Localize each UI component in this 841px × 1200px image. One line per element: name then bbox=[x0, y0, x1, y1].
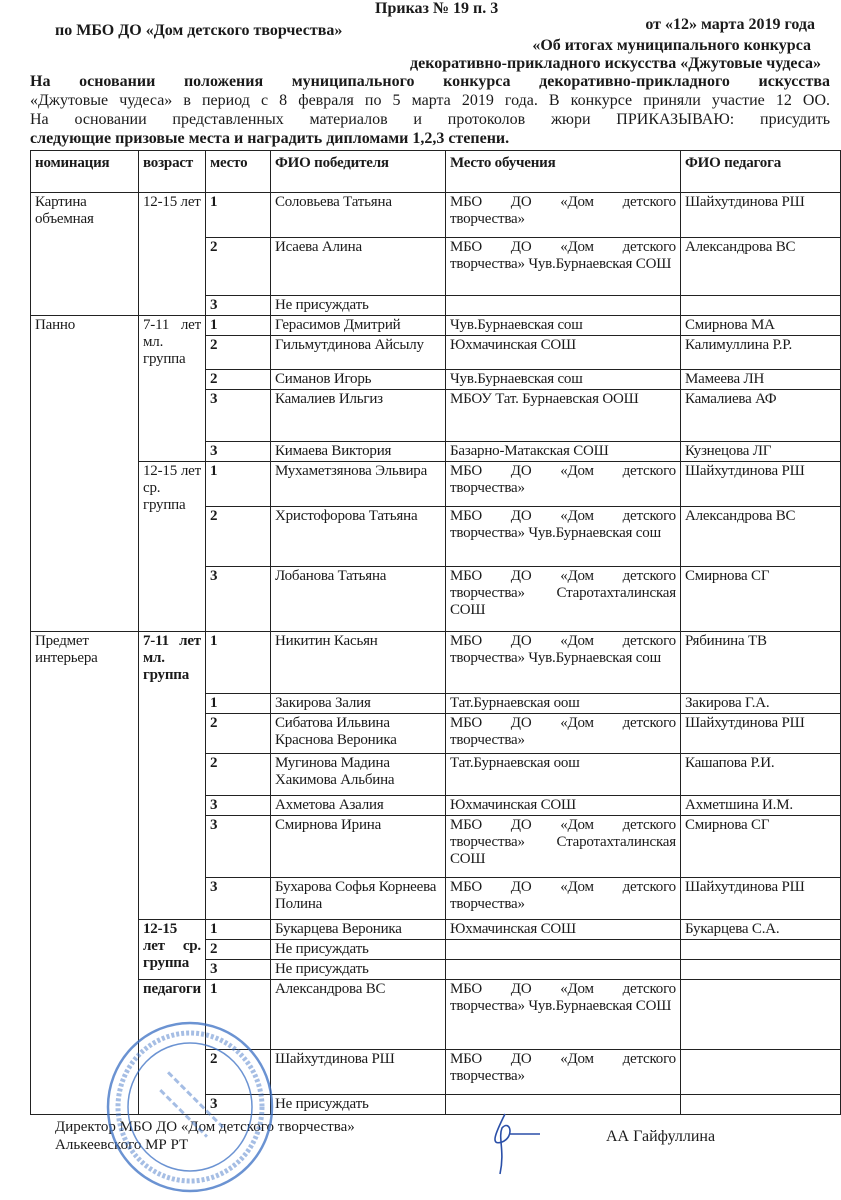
nomination-cell: Картина объемная bbox=[31, 193, 139, 316]
place-cell: 2 bbox=[205, 238, 270, 296]
teacher-cell: Калимуллина Р.Р. bbox=[680, 336, 840, 370]
body-line-1: На основании положения муниципального конкурса декоративно-прикладного искусства bbox=[30, 73, 830, 90]
winner-cell: Ахметова Азалия bbox=[270, 796, 445, 816]
teacher-cell bbox=[680, 1095, 840, 1115]
place-cell: 3 bbox=[205, 878, 270, 920]
place-cell: 1 bbox=[205, 980, 270, 1050]
organization: по МБО ДО «Дом детского творчества» bbox=[55, 22, 343, 39]
place-cell: 1 bbox=[205, 316, 270, 336]
column-header-teacher: ФИО педагога bbox=[680, 151, 840, 193]
place-cell: 1 bbox=[205, 920, 270, 940]
winner-cell: Не присуждать bbox=[270, 940, 445, 960]
teacher-cell: Смирнова СГ bbox=[680, 816, 840, 878]
winner-cell: Лобанова Татьяна bbox=[270, 567, 445, 632]
place-cell: 1 bbox=[205, 694, 270, 714]
subject-line-2: декоративно-прикладного искусства «Джутовые чудеса» bbox=[410, 55, 821, 72]
teacher-cell: Шайхутдинова РШ bbox=[680, 193, 840, 238]
teacher-cell: Смирнова СГ bbox=[680, 567, 840, 632]
nomination-cell: Панно bbox=[31, 316, 139, 632]
body-line-3: На основании представленных материалов и протоколов жюри ПРИКАЗЫВАЮ: присудить bbox=[30, 111, 830, 128]
place-cell: 2 bbox=[205, 1050, 270, 1095]
teacher-cell: Камалиева АФ bbox=[680, 390, 840, 442]
teacher-cell bbox=[680, 960, 840, 980]
teacher-cell: Ахметшина И.М. bbox=[680, 796, 840, 816]
winner-cell: Сибатова Ильвина Краснова Вероника bbox=[270, 714, 445, 754]
table-row bbox=[31, 462, 841, 507]
place-cell: 1 bbox=[205, 632, 270, 694]
body-line-4: следующие призовые места и наградить дипломами 1,2,3 степени. bbox=[30, 130, 510, 147]
school-cell: Юхмачинская СОШ bbox=[445, 796, 680, 816]
school-cell: МБО ДО «Дом детского творчества» bbox=[445, 878, 680, 920]
school-cell: МБО ДО «Дом детского творчества» bbox=[445, 462, 680, 507]
winner-cell: Никитин Касьян bbox=[270, 632, 445, 694]
column-header-nomination: номинация bbox=[31, 151, 139, 193]
place-cell: 3 bbox=[205, 1095, 270, 1115]
winner-cell: Камалиев Ильгиз bbox=[270, 390, 445, 442]
school-cell: МБО ДО «Дом детского творчества» bbox=[445, 1050, 680, 1095]
school-cell: МБО ДО «Дом детского творчества» Старотахталинская СОШ bbox=[445, 816, 680, 878]
age-cell: 12-15 лет ср. группа bbox=[139, 920, 206, 980]
place-cell: 2 bbox=[205, 370, 270, 390]
teacher-cell bbox=[680, 296, 840, 316]
table-row bbox=[31, 193, 841, 238]
school-cell: Юхмачинская СОШ bbox=[445, 920, 680, 940]
table-row bbox=[31, 980, 841, 1050]
winner-cell: Не присуждать bbox=[270, 960, 445, 980]
teacher-cell: Александрова ВС bbox=[680, 507, 840, 567]
place-cell: 3 bbox=[205, 390, 270, 442]
place-cell: 3 bbox=[205, 442, 270, 462]
winner-cell: Исаева Алина bbox=[270, 238, 445, 296]
teacher-cell: Шайхутдинова РШ bbox=[680, 878, 840, 920]
school-cell bbox=[445, 960, 680, 980]
winner-cell: Гильмутдинова Айсылу bbox=[270, 336, 445, 370]
document-body bbox=[30, 150, 841, 1158]
school-cell: МБО ДО «Дом детского творчества» Чув.Бурнаевская сош bbox=[445, 632, 680, 694]
school-cell: МБО ДО «Дом детского творчества» Чув.Бурнаевская сош bbox=[445, 507, 680, 567]
column-header-school: Место обучения bbox=[445, 151, 680, 193]
winner-cell: Кимаева Виктория bbox=[270, 442, 445, 462]
place-cell: 3 bbox=[205, 960, 270, 980]
body-line-2: «Джутовые чудеса» в период с 8 февраля по 5 марта 2019 года. В конкурсе приняли участие 12 ОО. bbox=[30, 92, 830, 109]
age-cell: 7-11 лет мл. группа bbox=[139, 316, 206, 462]
winner-cell: Бухарова Софья Корнеева Полина bbox=[270, 878, 445, 920]
place-cell: 2 bbox=[205, 754, 270, 796]
signer-name: АА Гайфуллина bbox=[606, 1128, 716, 1145]
nomination-cell: Предмет интерьера bbox=[31, 632, 139, 1115]
winner-cell: Соловьева Татьяна bbox=[270, 193, 445, 238]
school-cell bbox=[445, 940, 680, 960]
school-cell: МБО ДО «Дом детского творчества» bbox=[445, 714, 680, 754]
school-cell: Юхмачинская СОШ bbox=[445, 336, 680, 370]
place-cell: 3 bbox=[205, 816, 270, 878]
winner-cell: Закирова Залия bbox=[270, 694, 445, 714]
teacher-cell bbox=[680, 1050, 840, 1095]
school-cell: МБОУ Тат. Бурнаевская ООШ bbox=[445, 390, 680, 442]
table-row bbox=[31, 632, 841, 694]
winner-cell: Мугинова Мадина Хакимова Альбина bbox=[270, 754, 445, 796]
column-header-place: место bbox=[205, 151, 270, 193]
subject-line-1: «Об итогах муниципального конкурса bbox=[532, 37, 811, 54]
teacher-cell bbox=[680, 980, 840, 1050]
age-cell: 7-11 лет мл. группа bbox=[139, 632, 206, 920]
signature bbox=[480, 1106, 570, 1176]
winner-cell: Александрова ВС bbox=[270, 980, 445, 1050]
teacher-cell: Кузнецова ЛГ bbox=[680, 442, 840, 462]
teacher-cell bbox=[680, 940, 840, 960]
winner-cell: Букарцева Вероника bbox=[270, 920, 445, 940]
school-cell: МБО ДО «Дом детского творчества» bbox=[445, 193, 680, 238]
table-header-row bbox=[31, 151, 841, 193]
signature-block bbox=[30, 1118, 841, 1158]
director-district: Алькеевского МР РТ bbox=[55, 1137, 189, 1153]
place-cell: 3 bbox=[205, 296, 270, 316]
winner-cell: Мухаметзянова Эльвира bbox=[270, 462, 445, 507]
table-row bbox=[31, 920, 841, 940]
place-cell: 2 bbox=[205, 940, 270, 960]
winner-cell: Не присуждать bbox=[270, 296, 445, 316]
winner-cell: Симанов Игорь bbox=[270, 370, 445, 390]
school-cell: МБО ДО «Дом детского творчества» Чув.Бурнаевская СОШ bbox=[445, 980, 680, 1050]
place-cell: 2 bbox=[205, 714, 270, 754]
school-cell: Чув.Бурнаевская сош bbox=[445, 316, 680, 336]
teacher-cell: Александрова ВС bbox=[680, 238, 840, 296]
winner-cell: Не присуждать bbox=[270, 1095, 445, 1115]
age-cell: 12-15 лет bbox=[139, 193, 206, 316]
school-cell: Базарно-Матакская СОШ bbox=[445, 442, 680, 462]
school-cell: МБО ДО «Дом детского творчества» Чув.Бурнаевская СОШ bbox=[445, 238, 680, 296]
winner-cell: Смирнова Ирина bbox=[270, 816, 445, 878]
order-title: Приказ № 19 п. 3 bbox=[375, 0, 499, 17]
teacher-cell: Смирнова МА bbox=[680, 316, 840, 336]
place-cell: 2 bbox=[205, 336, 270, 370]
age-cell: педагоги bbox=[139, 980, 206, 1115]
results-table bbox=[30, 150, 841, 1115]
place-cell: 2 bbox=[205, 507, 270, 567]
place-cell: 1 bbox=[205, 462, 270, 507]
director-title: Директор МБО ДО «Дом детского творчества» bbox=[55, 1119, 355, 1135]
winner-cell: Христофорова Татьяна bbox=[270, 507, 445, 567]
school-cell: Тат.Бурнаевская оош bbox=[445, 754, 680, 796]
teacher-cell: Закирова Г.А. bbox=[680, 694, 840, 714]
place-cell: 3 bbox=[205, 567, 270, 632]
teacher-cell: Букарцева С.А. bbox=[680, 920, 840, 940]
table-row bbox=[31, 316, 841, 336]
winner-cell: Шайхутдинова РШ bbox=[270, 1050, 445, 1095]
place-cell: 1 bbox=[205, 193, 270, 238]
teacher-cell: Шайхутдинова РШ bbox=[680, 462, 840, 507]
teacher-cell: Шайхутдинова РШ bbox=[680, 714, 840, 754]
school-cell: МБО ДО «Дом детского творчества» Старотахталинская СОШ bbox=[445, 567, 680, 632]
place-cell: 3 bbox=[205, 796, 270, 816]
column-header-winner: ФИО победителя bbox=[270, 151, 445, 193]
teacher-cell: Кашапова Р.И. bbox=[680, 754, 840, 796]
teacher-cell: Рябинина ТВ bbox=[680, 632, 840, 694]
school-cell: Тат.Бурнаевская оош bbox=[445, 694, 680, 714]
age-cell: 12-15 лет ср. группа bbox=[139, 462, 206, 632]
school-cell bbox=[445, 296, 680, 316]
school-cell: Чув.Бурнаевская сош bbox=[445, 370, 680, 390]
teacher-cell: Мамеева ЛН bbox=[680, 370, 840, 390]
column-header-age: возраст bbox=[139, 151, 206, 193]
winner-cell: Герасимов Дмитрий bbox=[270, 316, 445, 336]
order-date: от «12» марта 2019 года bbox=[645, 16, 815, 33]
